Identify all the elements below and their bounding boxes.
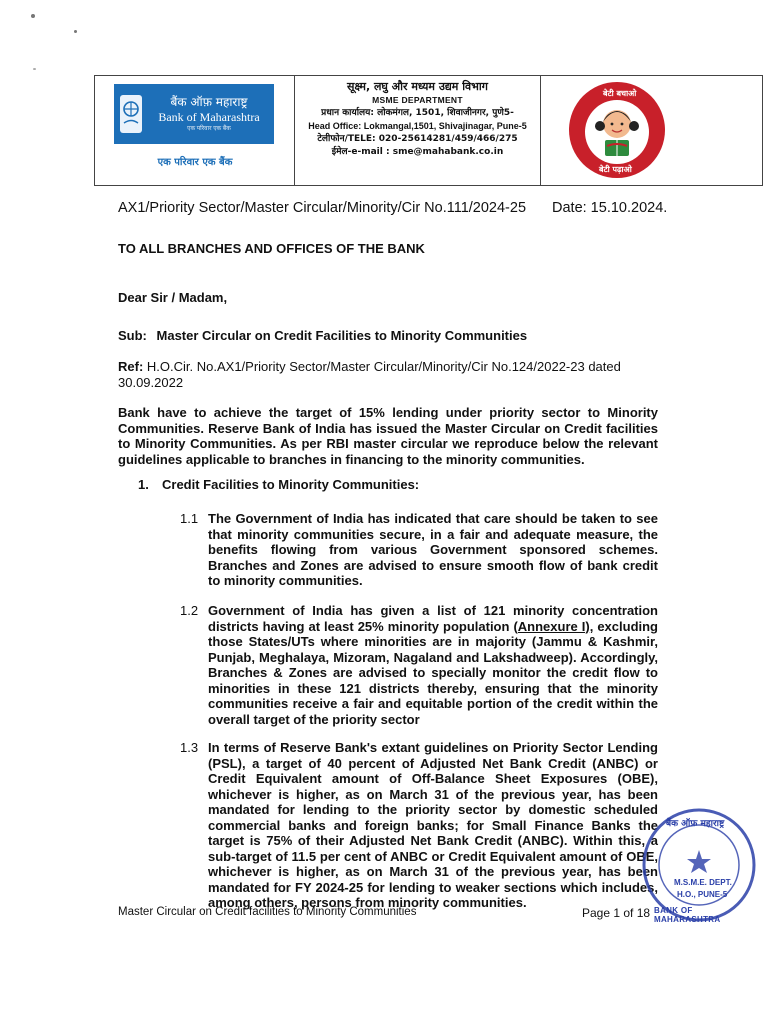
- ref-text-line1: H.O.Cir. No.AX1/Priority Sector/Master Circular/Minority/Cir No.124/2022-23 dated: [146, 359, 621, 374]
- addressee: TO ALL BRANCHES AND OFFICES OF THE BANK: [118, 241, 425, 256]
- ref-label: Ref:: [118, 359, 144, 374]
- bank-emblem-icon: [118, 91, 144, 137]
- page-number: Page 1 of 18: [582, 906, 651, 920]
- bank-small-text: एक परिवार एक बैंक: [187, 126, 231, 132]
- annexure-link[interactable]: (Annexure I): [513, 618, 590, 634]
- clause-1-3-number: 1.3: [180, 740, 199, 755]
- section-1-title: Credit Facilities to Minority Communities:: [162, 477, 420, 492]
- bank-tagline: एक परिवार एक बैंक: [157, 157, 233, 168]
- letterhead: [94, 75, 763, 186]
- circular-reference: AX1/Priority Sector/Master Circular/Minority/Cir No.111/2024-25: [118, 200, 527, 216]
- telephone-line: टेलीफोन/TELE: 020-25614281/459/466/275: [317, 134, 518, 144]
- bank-name-english: Bank of Maharashtra: [158, 110, 260, 124]
- section-1-number: 1.: [138, 477, 149, 492]
- bank-logo-cell: [95, 76, 295, 185]
- dept-name-hindi: सूक्ष्म, लघु और मध्यम उद्यम विभाग: [347, 80, 488, 93]
- bank-name-hindi: बैंक ऑफ़ महाराष्ट्र: [170, 95, 248, 109]
- stamp-top-text: बैंक ऑफ़ महाराष्ट्र: [666, 819, 725, 829]
- scan-speck: [33, 68, 36, 70]
- salutation: Dear Sir / Madam,: [118, 290, 228, 305]
- intro-paragraph: Bank have to achieve the target of 15% lending under priority sector to Minority Communities. Reserve Bank of India has issued the Master Circular on Credit facilities to Minority Communities. As per RBI master circular we reproduce below the relevant guidelines applicable to branches in financing to the minority communities.: [118, 405, 658, 467]
- beti-bachao-cell: [541, 76, 762, 185]
- clause-1-1-text: The Government of India has indicated that care should be taken to see that minority communities secure, in a fair and adequate measure, the benefits flowing from various Government sponsored schemes. Branches and Zones are advised to ensure smooth flow of bank credit to minority communities.: [208, 511, 658, 588]
- scan-speck: [74, 30, 77, 33]
- stamp-dept-text: M.S.M.E. DEPT.: [674, 878, 732, 887]
- subject-label: Sub:: [118, 328, 147, 343]
- reference-block: [118, 359, 658, 390]
- bank-logo: [114, 84, 274, 144]
- email-line: ईमेल-e-mail : sme@mahabank.co.in: [331, 147, 504, 157]
- badge-bottom-text: बेटी पढ़ाओ: [599, 165, 632, 174]
- clause-1-2-text: [208, 603, 658, 727]
- dept-name-english: MSME DEPARTMENT: [372, 95, 463, 105]
- department-stamp: [640, 806, 758, 924]
- footer-title: Master Circular on Credit facilities to Minority Communities: [118, 906, 417, 918]
- stamp-city-text: H.O., PUNE-5: [677, 890, 728, 899]
- clause-1-2-number: 1.2: [180, 603, 199, 618]
- subject-line: [118, 328, 527, 343]
- clause-1-2-part2: , excluding those States/UTs where minorities are in majority (Jammu & Kashmir, Punjab, Meghalaya, Mizoram, Nagaland and Lakshadweep). Accordingly, Branches & Zones are advised to specially monitor the credit flow to minorities in these 121 districts thereby, ensuring that the minority communities receive a fair and equitable portion of the credit within the overall target of the priority sector: [208, 618, 659, 727]
- clause-1-2-part1: Government of India has given a list of 121 minority concentration districts having at least 25% minority population: [208, 603, 658, 634]
- circular-date: Date: 15.10.2024.: [552, 200, 668, 216]
- stamp-bottom-text: BANK OF MAHARASHTRA: [654, 906, 721, 924]
- subject-text: Master Circular on Credit Facilities to Minority Communities: [156, 328, 528, 343]
- badge-top-text: बेटी बचाओ: [603, 89, 637, 98]
- ref-text-line2: 30.09.2022: [118, 374, 184, 390]
- head-office-english: Head Office: Lokmangal,1501, Shivajinagar, Pune-5: [308, 121, 527, 131]
- department-address-cell: [295, 76, 541, 185]
- scan-speck: [31, 14, 35, 18]
- clause-1-3-text: In terms of Reserve Bank's extant guidelines on Priority Sector Lending (PSL), a target of 40 percent of Adjusted Net Bank Credit (ANBC) or Credit Equivalent amount of Off-Balance Sheet Exposures (OBE), whichever is higher, as on March 31 of the previous year, has been mandated for lending to the priority sector by domestic scheduled commercial banks and foreign banks; for Small Finance Banks the target is 75% of their Adjusted Net Bank Credit (ANBC). Within this, a sub-target of 11.5 per cent of ANBC or Credit Equivalent amount of OBE, whichever is higher, as on March 31 of the previous year, has been mandated for FY 2024-25 for lending to weaker sections which includes, among others, persons from minority communities.: [208, 740, 658, 910]
- clause-1-1-number: 1.1: [180, 511, 199, 526]
- head-office-hindi: प्रधान कार्यालय: लोकमंगल, 1501, शिवाजीनगर, पुणे5-: [321, 108, 514, 118]
